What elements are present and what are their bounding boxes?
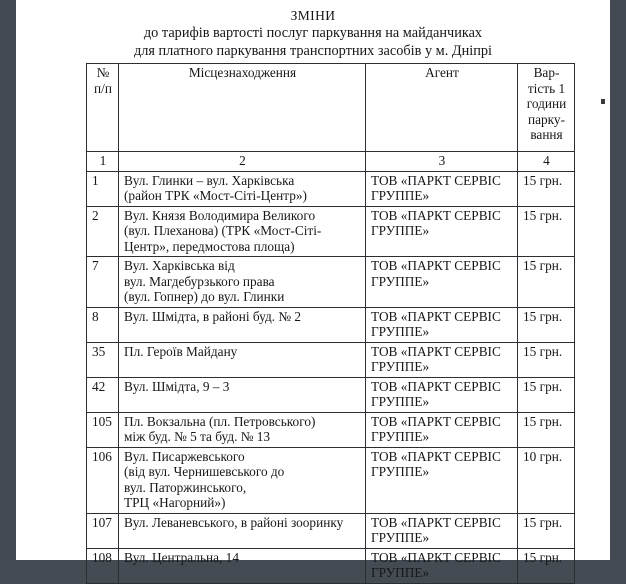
table-row: [87, 548, 575, 583]
row-location-line: Пл. Героїв Майдану: [124, 343, 238, 359]
subtitle-line-2: для платного паркування транспортних засобів у м. Дніпрі: [133, 42, 493, 59]
row-location-line: Центр», передмостова площа): [124, 238, 295, 254]
table-row: [87, 342, 575, 377]
row-agent: [366, 206, 518, 257]
row-agent-line: ТОВ «ПАРКТ СЕРВІС: [371, 514, 501, 530]
row-agent: [366, 171, 518, 206]
row-location-line: (від вул. Чернишевського до: [124, 464, 285, 479]
row-agent: [366, 307, 518, 342]
column-header-price: [518, 64, 575, 152]
header-price-line-5: вання: [530, 127, 563, 142]
row-location-line: між буд. № 5 та буд. № 13: [124, 429, 271, 444]
row-location: [119, 447, 366, 513]
column-number-3: 3: [366, 152, 518, 172]
row-agent: [366, 513, 518, 548]
table-row: [87, 257, 575, 308]
row-location: [119, 342, 366, 377]
row-agent-line: ГРУППЕ»: [371, 565, 430, 580]
row-location: [119, 412, 366, 447]
row-location: [119, 513, 366, 548]
row-agent-line: ГРУППЕ»: [371, 188, 430, 203]
tariff-table: [86, 63, 575, 584]
row-agent: [366, 377, 518, 412]
row-number: 107: [87, 513, 119, 548]
row-agent-line: ТОВ «ПАРКТ СЕРВІС: [371, 343, 501, 359]
column-header-agent: Агент: [366, 64, 518, 152]
row-agent-line: ГРУППЕ»: [371, 530, 430, 545]
header-price-line-4: парку-: [527, 111, 565, 127]
table-row: [87, 307, 575, 342]
row-location-line: Вул. Глинки – вул. Харківська: [124, 172, 295, 188]
row-agent-line: ГРУППЕ»: [371, 324, 430, 339]
row-price: 15 грн.: [518, 513, 575, 548]
row-agent-line: ГРУППЕ»: [371, 464, 430, 479]
table-row: [87, 412, 575, 447]
row-agent: [366, 342, 518, 377]
table-row: [87, 447, 575, 513]
row-location-line: Вул. Писаржевського: [124, 448, 245, 464]
row-location: [119, 257, 366, 308]
row-location-line: Вул. Леваневського, в районі зооринку: [124, 514, 344, 530]
header-price-line-1: Вар-: [533, 65, 560, 80]
row-price: 15 грн.: [518, 548, 575, 583]
row-price: 15 грн.: [518, 206, 575, 257]
row-number: 2: [87, 206, 119, 257]
table-body: [87, 171, 575, 583]
row-price: 15 грн.: [518, 257, 575, 308]
row-number: 1: [87, 171, 119, 206]
row-agent-line: ГРУППЕ»: [371, 359, 430, 374]
table-header-row: [87, 64, 575, 152]
row-agent-line: ТОВ «ПАРКТ СЕРВІС: [371, 172, 501, 188]
row-agent-line: ГРУППЕ»: [371, 223, 430, 238]
row-agent: [366, 257, 518, 308]
row-agent-line: ТОВ «ПАРКТ СЕРВІС: [371, 448, 501, 464]
row-location: [119, 548, 366, 583]
row-location-line: Вул. Харківська від: [124, 258, 235, 273]
header-number-line-2: п/п: [94, 80, 112, 96]
row-number: 106: [87, 447, 119, 513]
header-price-line-3: години: [526, 96, 567, 111]
row-price: 15 грн.: [518, 342, 575, 377]
document-subtitle: [16, 24, 610, 60]
column-number-4: 4: [518, 152, 575, 172]
row-agent-line: ГРУППЕ»: [371, 273, 430, 289]
row-price: 15 грн.: [518, 307, 575, 342]
row-price: 15 грн.: [518, 412, 575, 447]
row-location: [119, 377, 366, 412]
row-agent: [366, 548, 518, 583]
row-location-line: Вул. Шмідта, 9 – 3: [124, 378, 230, 394]
document-body: [16, 0, 610, 580]
row-location: [119, 206, 366, 257]
row-agent-line: ГРУППЕ»: [371, 394, 430, 409]
row-location-line: (район ТРК «Мост-Сіті-Центр»): [124, 188, 307, 203]
table-row: [87, 377, 575, 412]
row-number: 35: [87, 342, 119, 377]
row-agent: [366, 447, 518, 513]
row-price: 15 грн.: [518, 377, 575, 412]
row-number: 108: [87, 548, 119, 583]
page-title: ЗМІНИ: [290, 8, 336, 23]
row-agent-line: ТОВ «ПАРКТ СЕРВІС: [371, 378, 501, 394]
row-agent-line: ТОВ «ПАРКТ СЕРВІС: [371, 413, 501, 429]
row-number: 8: [87, 307, 119, 342]
subtitle-line-1: до тарифів вартості послуг паркування на майданчиках: [143, 25, 483, 41]
row-location-line: (вул. Плеханова) (ТРК «Мост-Сіті-: [124, 223, 322, 238]
row-location: [119, 307, 366, 342]
row-agent-line: ГРУППЕ»: [371, 429, 430, 444]
row-location-line: вул. Паторжинського,: [124, 479, 247, 495]
table-row: [87, 171, 575, 206]
row-number: 105: [87, 412, 119, 447]
row-location-line: Вул. Центральна, 14: [124, 549, 239, 565]
document-heading: [16, 0, 610, 60]
header-number-line-1: №: [96, 65, 110, 80]
row-number: 7: [87, 257, 119, 308]
table-row: [87, 206, 575, 257]
row-location-line: (вул. Гопнер) до вул. Глинки: [124, 289, 285, 304]
row-number: 42: [87, 377, 119, 412]
table-row: [87, 513, 575, 548]
row-price: 15 грн.: [518, 171, 575, 206]
row-agent: [366, 412, 518, 447]
header-price-line-2: тість 1: [527, 80, 566, 96]
row-location-line: ТРЦ «Нагорний»): [124, 495, 226, 510]
column-number-1: 1: [87, 152, 119, 172]
row-agent-line: ТОВ «ПАРКТ СЕРВІС: [371, 207, 501, 223]
column-header-location: Місцезнаходження: [119, 64, 366, 152]
row-location-line: Вул. Шмідта, в районі буд. № 2: [124, 308, 302, 324]
column-header-number: [87, 64, 119, 152]
row-location: [119, 171, 366, 206]
row-agent-line: ТОВ «ПАРКТ СЕРВІС: [371, 308, 501, 324]
row-agent-line: ТОВ «ПАРКТ СЕРВІС: [371, 549, 501, 565]
scan-artifact-speck: [601, 99, 605, 104]
column-number-2: 2: [119, 152, 366, 172]
row-location-line: Вул. Князя Володимира Великого: [124, 207, 316, 223]
document-page: [16, 0, 610, 580]
row-location-line: вул. Магдебурзького права: [124, 273, 275, 289]
row-location-line: Пл. Вокзальна (пл. Петровського): [124, 413, 316, 429]
column-number-row: [87, 152, 575, 172]
row-price: 10 грн.: [518, 447, 575, 513]
row-agent-line: ТОВ «ПАРКТ СЕРВІС: [371, 258, 501, 273]
